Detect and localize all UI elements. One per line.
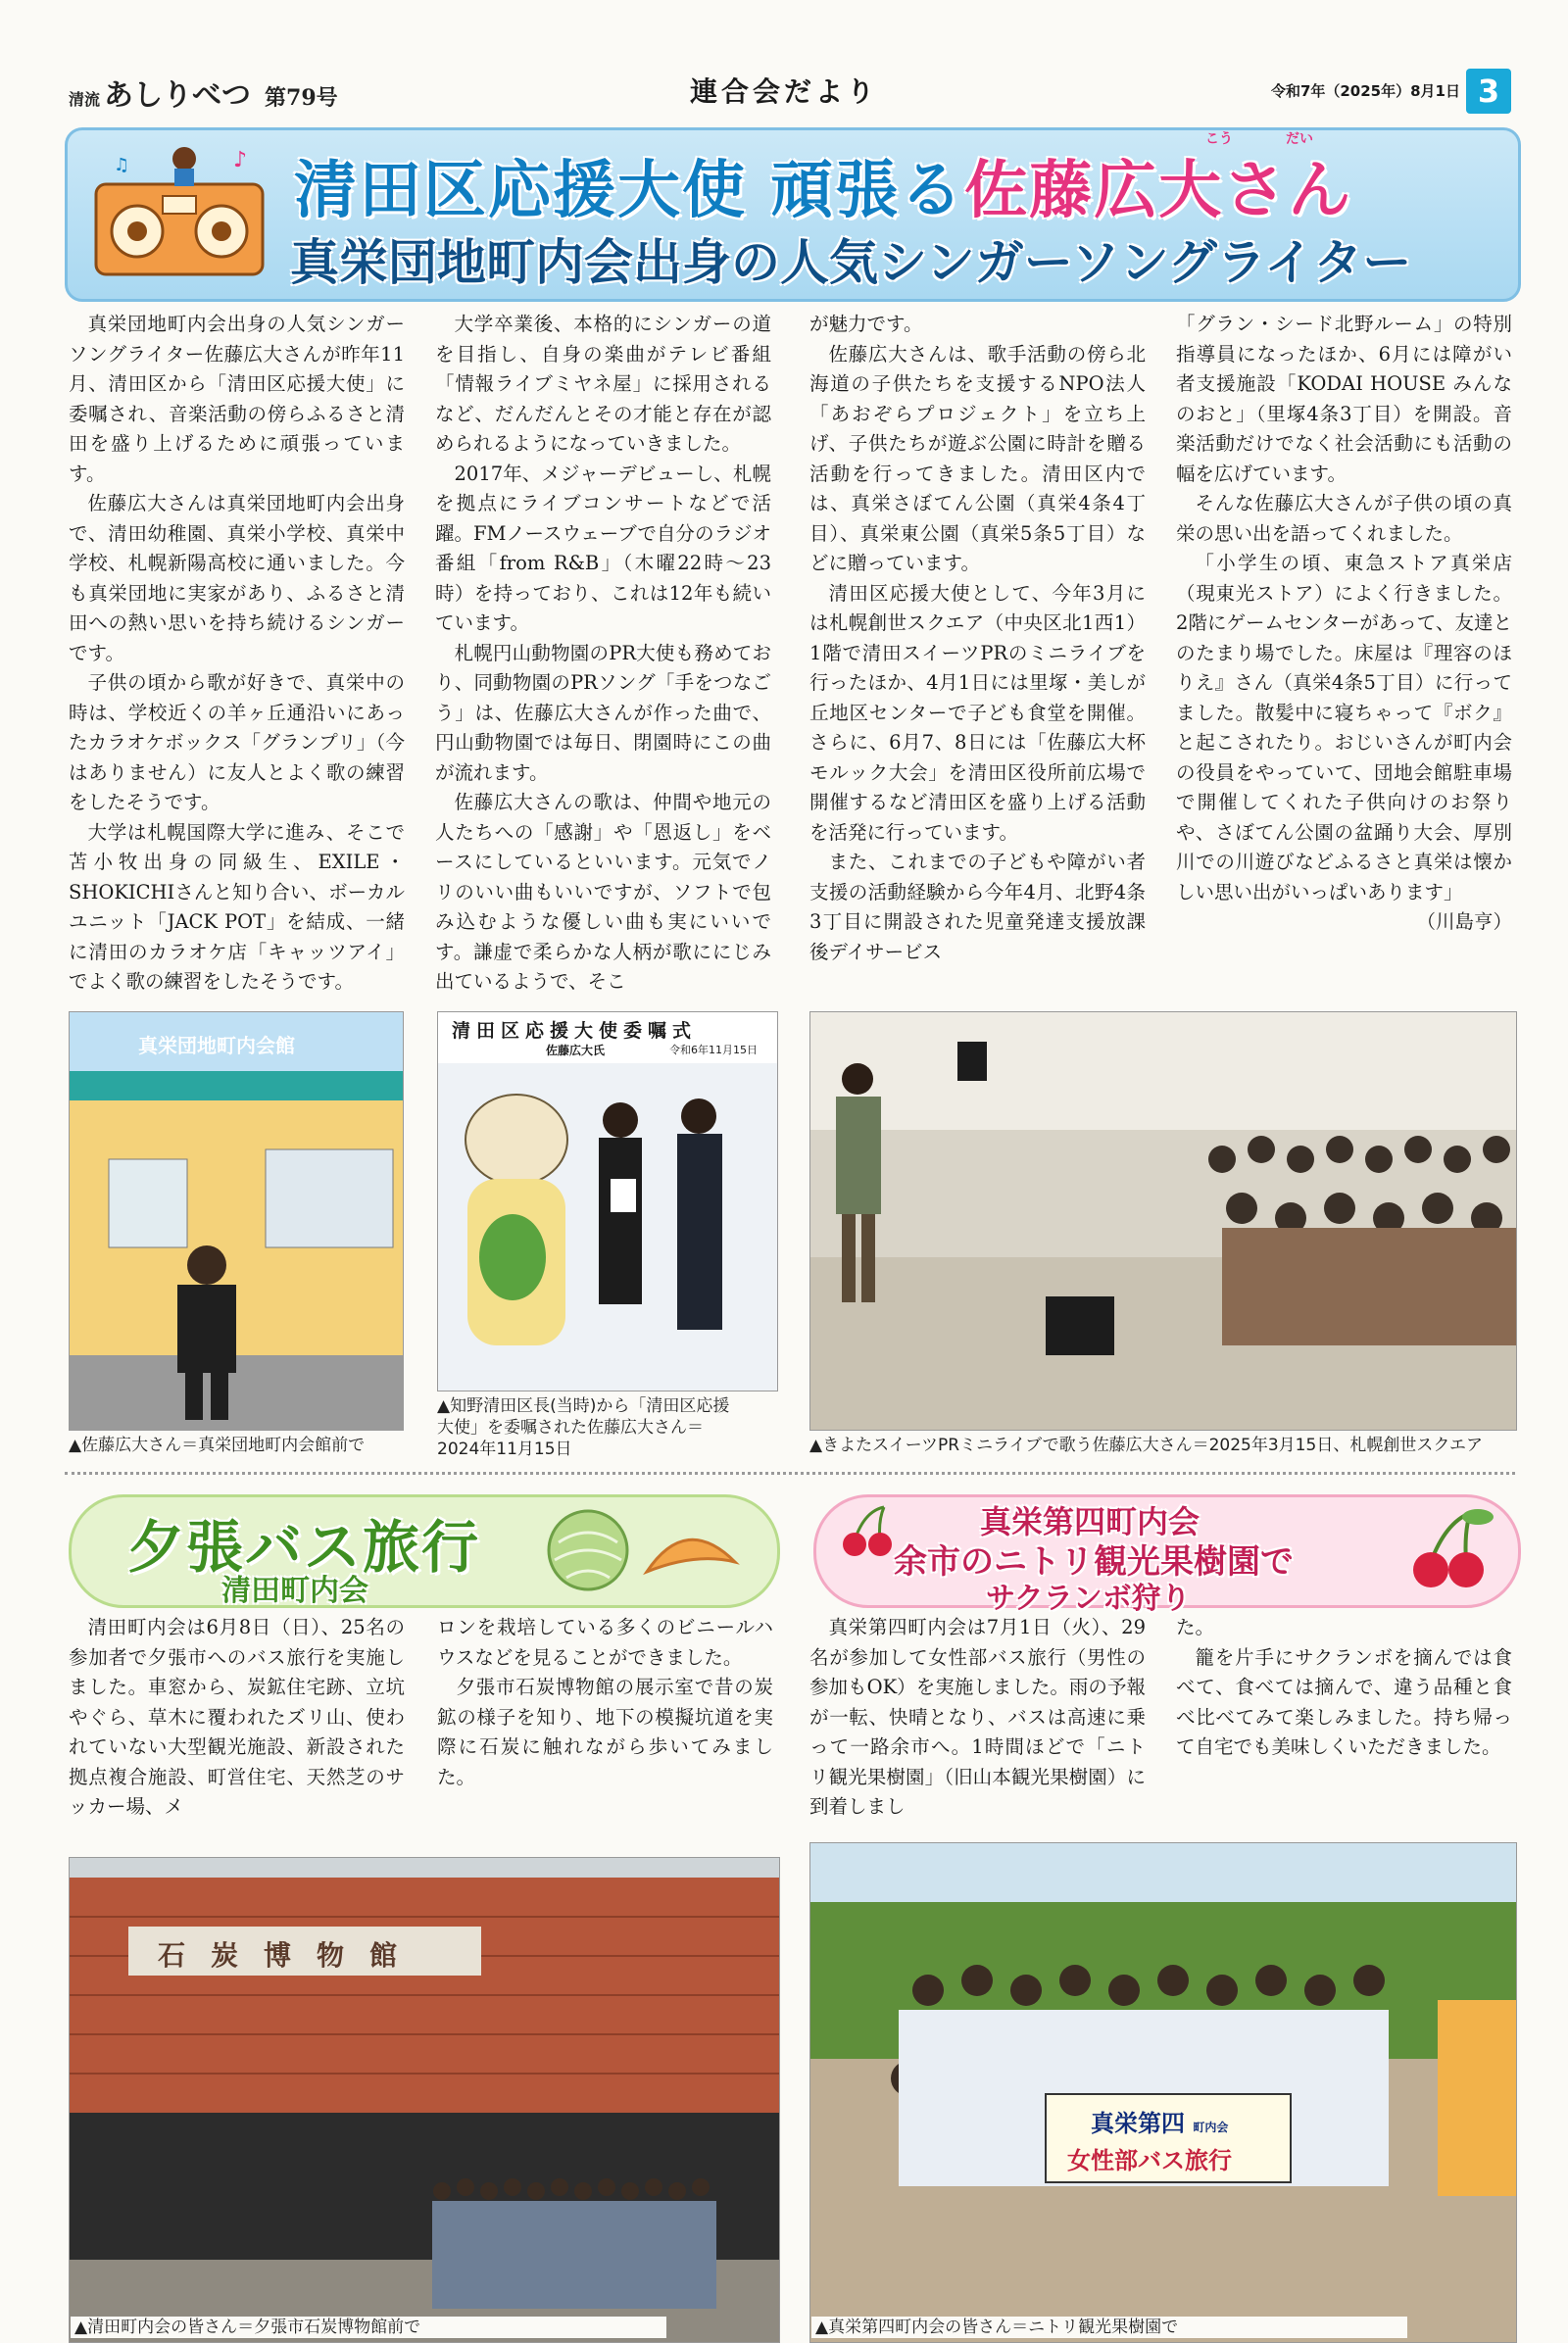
article3-column-1: [809, 1613, 1146, 1823]
paragraph: 佐藤広大さんは、歌手活動の傍ら北海道の子供たちを支援するNPO法人「あおぞらプロジェクト」を立ち上げ、子供たちが遊ぶ公園に時計を贈る活動を行ってきました。清田区内では、真栄さぼてん公園（真栄4条4丁目）、真栄東公園（真栄5条5丁目）などに贈っています。: [809, 342, 1146, 574]
masthead-small: 清流: [69, 90, 101, 109]
article1-title-b: 頑張る: [770, 155, 965, 227]
article3-column-2: [1176, 1613, 1512, 1763]
photo1-caption: ▲佐藤広大さん＝真栄団地町内会館前で: [69, 1436, 366, 1455]
photo-coal-museum: [69, 1857, 780, 2343]
article3-title-3: サクランボ狩り: [986, 1582, 1191, 1616]
issue-date: 令和7年（2025年）8月1日: [1270, 82, 1460, 100]
article1-title-a: 清田区応援大使: [294, 155, 747, 227]
article3-title-2: 余市のニトリ観光果樹園で: [894, 1542, 1294, 1582]
caption-line: 2024年11月15日: [437, 1440, 572, 1459]
community-hall-scene: [70, 1012, 403, 1430]
paragraph: 清田区応援大使として、今年3月には札幌創世スクエア（中央区北1西1）1階で清田スイーツPRのミニライブを行ったほか、4月1日には里塚・美しが丘地区センターで子ども食堂を開催。さらに、6月7、8日には「佐藤広大杯モルック大会」を清田区役所前広場で開催するなど清田区を盛り上げる活動を活発に行っています。: [809, 581, 1146, 844]
article3-title-1: 真栄第四町内会: [980, 1503, 1200, 1540]
caption-line: ▲知野清田区長(当時)から「清田区応援: [437, 1396, 730, 1416]
paragraph: 「グラン・シード北野ルーム」の特別指導員になったほか、6月には障がい者支援施設「KODAI HOUSE みんなのおと」（里塚4条3丁目）を開設。音楽活動だけでなく社会活動にも活動の幅を広げています。: [1176, 313, 1512, 485]
group-sign-small: 町内会: [1193, 2121, 1229, 2134]
paragraph: 大学は札幌国際大学に進み、そこで苫小牧出身の同級生、EXILE・SHOKICHIさんと知り合い、ボーカルユニット「JACK POT」を結成、一緒に清田のカラオケ店「キャッツアイ」でよく歌の練習をしたそうです。: [69, 820, 405, 993]
photo3-caption: ▲きよたスイーツPRミニライブで歌う佐藤広大さん＝2025年3月15日、札幌創世スクエア: [809, 1436, 1483, 1455]
photo5-caption: ▲真栄第四町内会の皆さん＝ニトリ観光果樹園で: [811, 2317, 1407, 2338]
hall-sign: 真栄団地町内会館: [138, 1034, 295, 1057]
article1-column-3: [809, 310, 1146, 967]
ruby-kou: こう: [1205, 131, 1233, 147]
article1-column-1: [69, 310, 405, 998]
photo2-caption: [437, 1395, 776, 1460]
paragraph: た。: [1176, 1616, 1215, 1638]
section-divider: [65, 1472, 1515, 1475]
board-title: 清田区応援大使委嘱式: [452, 1020, 698, 1042]
page-number: 3: [1466, 69, 1511, 114]
coal-museum-scene: [70, 1858, 779, 2342]
article1-title: [294, 140, 1352, 230]
orchard-group-scene: [810, 1843, 1516, 2342]
article2-title: 夕張バス旅行: [127, 1514, 481, 1581]
section-title: 連合会だより: [689, 75, 878, 108]
svg-text:♫: ♫: [114, 155, 130, 175]
photo-cherry-orchard: [809, 1842, 1517, 2343]
cherry-large-icon: [1401, 1503, 1499, 1601]
paragraph: 「小学生の頃、東急ストア真栄店（現東光ストア）によく行きました。2階にゲームセンターがあって、友達とのたまり場でした。床屋は『理容のほりえ』さん（真栄4条5丁目）に行ってました。散髪中に寝ちゃって『ボク』と起こされたり。おじいさんが町内会の役員をやっていて、団地会館駐車場で開催してくれた子供向けのお祭りや、さぼてん公園の盆踊り大会、厚別川での川遊びなどふるさと真栄は懐かしい思い出がいっぱいあります」: [1176, 552, 1512, 903]
article1-column-4: [1176, 310, 1512, 938]
photo-mini-live: [809, 1011, 1517, 1431]
article2-subtitle: 清田町内会: [221, 1574, 368, 1608]
caption-line: 大使」を委嘱された佐藤広大さん＝: [437, 1418, 704, 1438]
group-sign-line2: 女性部バス旅行: [1067, 2147, 1232, 2174]
issue-number: 第79号: [265, 85, 338, 111]
article1-column-2: [435, 310, 771, 998]
ruby-dai: だい: [1286, 131, 1313, 147]
article2-column-1: [69, 1613, 405, 1823]
board-name: 佐藤広大氏: [546, 1044, 606, 1057]
article1-subtitle: 真栄団地町内会出身の人気シンガーソングライター: [290, 234, 1412, 291]
mini-live-scene: [810, 1012, 1516, 1430]
paragraph: ロンを栽培している多くのビニールハウスなどを見ることができました。: [437, 1616, 773, 1669]
paragraph: 清田町内会は6月8日（日）、25名の参加者で夕張市へのバス旅行を実施しました。車窓から、炭鉱住宅跡、立坑やぐら、草木に覆われたズリ山、使われていない大型観光施設、新設された拠点複合施設、町営住宅、天然芝のサッカー場、メ: [69, 1616, 405, 1818]
board-date: 令和6年11月15日: [669, 1044, 758, 1056]
paragraph: 2017年、メジャーデビューし、札幌を拠点にライブコンサートなどで活躍。FMノースウェーブで自分のラジオ番組「from R&B」（木曜22時～23時）を持っており、これは12年も続いています。: [435, 462, 771, 634]
paragraph: 大学卒業後、本格的にシンガーの道を目指し、自身の楽曲がテレビ番組「情報ライブミヤネ屋」に採用されるなど、だんだんとその才能と存在が認められるようになっていきました。: [435, 313, 771, 455]
melon-illustration: [510, 1503, 755, 1597]
paragraph: 真栄第四町内会は7月1日（火）、29名が参加して女性部バス旅行（男性の参加もOK）を実施しました。雨の予報が一転、快晴となり、バスは高速に乗って一路余市へ。1時間ほどで「ニトリ観光果樹園」（旧山本観光果樹園）に到着しまし: [809, 1616, 1146, 1818]
paragraph: 夕張市石炭博物館の展示室で昔の炭鉱の様子を知り、地下の模擬坑道を実際に石炭に触れながら歩いてみました。: [437, 1676, 773, 1788]
masthead-title: あしりべつ: [104, 78, 252, 113]
radio-singer-illustration: [86, 137, 272, 284]
paragraph: 真栄団地町内会出身の人気シンガーソングライター佐藤広大さんが昨年11月、清田区から「清田区応援大使」に委嘱され、音楽活動の傍らふるさと清田を盛り上げるために頑張っています。: [69, 313, 405, 485]
paragraph: 佐藤広大さんは真栄団地町内会出身で、清田幼稚園、真栄小学校、真栄中学校、札幌新陽高校に通いました。今も真栄団地に実家があり、ふるさと清田への熱い思いを持ち続けるシンガーです。: [69, 492, 405, 664]
photo-community-hall: [69, 1011, 404, 1431]
photo-commission-ceremony: [437, 1011, 778, 1391]
byline: （川島亨）: [1416, 910, 1512, 933]
article2-column-2: [437, 1613, 773, 1792]
group-sign-line1: [1091, 2104, 1228, 2138]
paragraph: また、これまでの子どもや障がい者支援の活動経験から今年4月、北野4条3丁目に開設された児童発達支援放課後デイサービス: [809, 851, 1146, 963]
paragraph: 子供の頃から歌が好きで、真栄中の時は、学校近くの羊ヶ丘通沿いにあったカラオケボックス「グランプリ」（今はありません）に友人とよく歌の練習をしたそうです。: [69, 671, 405, 813]
svg-text:♪: ♪: [233, 148, 248, 172]
group-sign-text: 真栄第四: [1091, 2110, 1185, 2137]
article1-title-c: 佐藤広大さん: [964, 155, 1353, 227]
paragraph: 佐藤広大さんの歌は、仲間や地元の人たちへの「感謝」や「恩返し」をベースにしているといいます。元気でノリのいい曲もいいですが、ソフトで包み込むような優しい曲も実にいいです。謙虚で柔らかな人柄が歌ににじみ出ているようで、そこ: [435, 791, 771, 993]
paragraph: 札幌円山動物園のPR大使も務めており、同動物園のPRソング「手をつなごう」は、佐藤広大さんが作った曲で、円山動物園では毎日、閉園時にこの曲が流れます。: [435, 641, 771, 784]
paragraph: 籠を片手にサクランボを摘んでは食べて、食べては摘んで、違う品種と食べ比べてみて楽しみました。持ち帰って自宅でも美味しくいただきました。: [1176, 1645, 1512, 1758]
photo4-caption: ▲清田町内会の皆さん＝夕張市石炭博物館前で: [71, 2317, 666, 2338]
museum-sign: 石炭博物館: [158, 1939, 423, 1972]
paragraph: そんな佐藤広大さんが子供の頃の真栄の思い出を語ってくれました。: [1176, 492, 1512, 545]
paragraph: が魅力です。: [809, 313, 923, 335]
ceremony-scene: [438, 1012, 777, 1391]
